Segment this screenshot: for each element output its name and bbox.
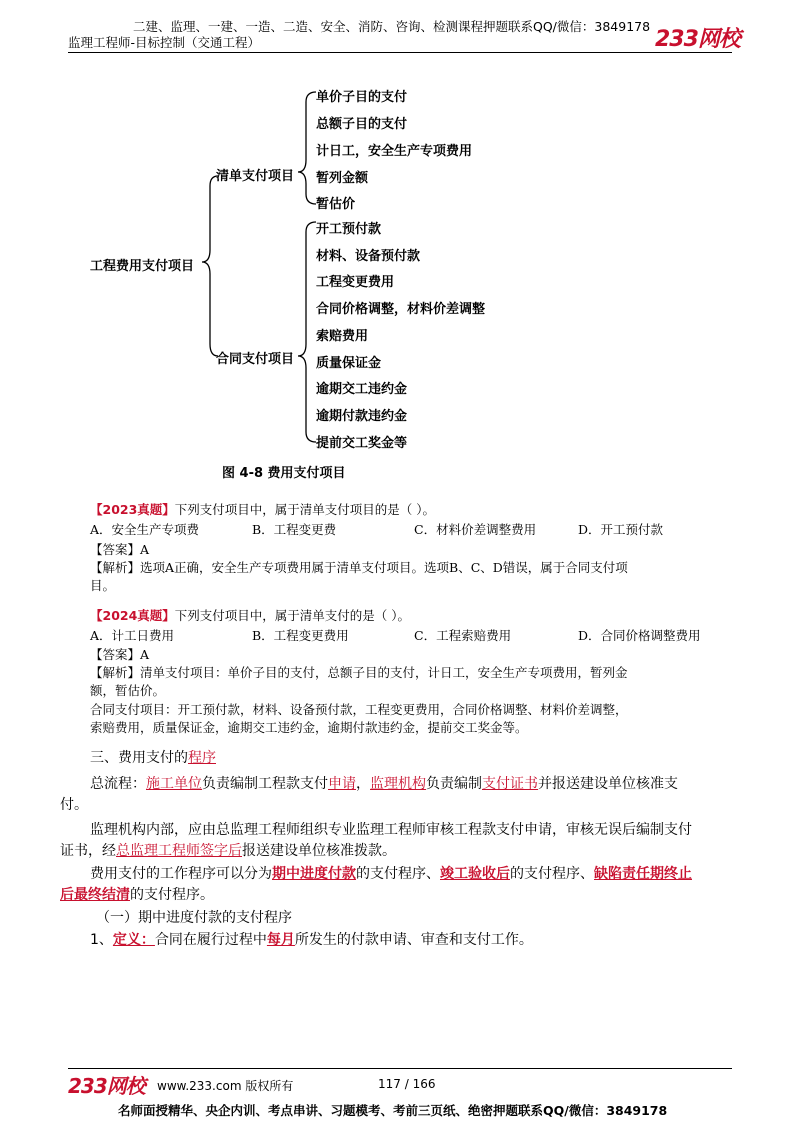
- option: B．工程变更费: [252, 522, 337, 537]
- brand-logo: 233网校: [655, 27, 740, 52]
- option: B．工程变更费用: [252, 628, 349, 643]
- answer: 【答案】A: [90, 542, 150, 557]
- tree-leaf: 索赔费用: [316, 329, 369, 344]
- tree-branch-1: 清单支付项目: [216, 169, 295, 184]
- tree-leaf: 合同价格调整，材料价差调整: [316, 302, 486, 317]
- tree-leaf: 逾期付款违约金: [316, 409, 408, 424]
- analysis: 合同支付项目：开工预付款，材料、设备预付款，工程变更费用，合同价格调整、材料价差调整，: [90, 702, 628, 717]
- option: A．计工日费用: [90, 628, 175, 643]
- footer-logo: 233网校: [68, 1074, 145, 1098]
- tree-leaf: 暂列金额: [316, 171, 369, 186]
- tree-leaf: 开工预付款: [316, 222, 382, 237]
- question-tag: 【2024真题】: [90, 608, 175, 623]
- header-banner: 二建、监理、一建、一造、二造、安全、消防、咨询、检测课程押题联系QQ/微信：3849178: [133, 19, 651, 34]
- option: D．合同价格调整费用: [578, 628, 701, 643]
- question-2-stem: 【2024真题】下列支付项目中，属于清单支付的是（ ）。: [90, 608, 411, 623]
- subsection-title: （一）期中进度付款的支付程序: [96, 910, 292, 926]
- question-1-stem: 【2023真题】下列支付项目中，属于清单支付项目的是（ ）。: [90, 502, 436, 517]
- answer: 【答案】A: [90, 647, 150, 662]
- tree-leaf: 计日工，安全生产专项费用: [316, 144, 473, 159]
- footer-rule: [68, 1068, 732, 1069]
- inner-paragraph: 监理机构内部，应由总监理工程师组织专业监理工程师审核工程款支付申请，审核无误后编制支付: [90, 822, 692, 838]
- tree-leaf: 工程变更费用: [316, 275, 395, 290]
- tree-root: 工程费用支付项目: [90, 259, 195, 274]
- definition: 1、定义：合同在履行过程中每月所发生的付款申请、审查和支付工作。: [90, 932, 533, 948]
- work-paragraph: 费用支付的工作程序可以分为期中进度付款的支付程序、竣工验收后的支付程序、缺陷责任期终止: [90, 866, 692, 882]
- analysis: 额，暂估价。: [90, 683, 166, 698]
- analysis: 【解析】选项A正确，安全生产专项费用属于清单支付项目。选项B、C、D错误，属于合同支付项: [90, 560, 628, 575]
- option: A．安全生产专项费: [90, 522, 200, 537]
- tree-leaf: 材料、设备预付款: [316, 249, 421, 264]
- question-tag: 【2023真题】: [90, 502, 175, 517]
- inner-paragraph-cont: 证书，经总监理工程师签字后报送建设单位核准拨款。: [60, 843, 396, 859]
- analysis: 目。: [90, 578, 116, 593]
- tree-leaf: 逾期交工违约金: [316, 382, 408, 397]
- branch1-brace: [298, 92, 316, 204]
- tree-branch-2: 合同支付项目: [216, 352, 295, 367]
- analysis: 【解析】清单支付项目：单价子目的支付，总额子目的支付，计日工，安全生产专项费用，暂列金: [90, 665, 628, 680]
- doc-subtitle: 监理工程师-目标控制（交通工程）: [68, 35, 261, 50]
- figure-caption: 图 4-8 费用支付项目: [222, 466, 346, 481]
- tree-leaf: 暂估价: [316, 197, 356, 212]
- tree-leaf: 质量保证金: [316, 356, 382, 371]
- option: C．材料价差调整费用: [414, 522, 537, 537]
- footer-site: www.233.com 版权所有: [157, 1079, 294, 1093]
- option: C．工程索赔费用: [414, 628, 512, 643]
- work-paragraph-cont: 后最终结清的支付程序。: [60, 887, 214, 903]
- branch2-brace: [298, 222, 316, 442]
- page-number: 117 / 166: [378, 1077, 436, 1091]
- root-brace: [202, 176, 218, 356]
- tree-leaf: 总额子目的支付: [316, 117, 408, 132]
- tree-leaf: 提前交工奖金等: [316, 436, 408, 451]
- flow-paragraph-cont: 付。: [60, 797, 88, 813]
- section-title: 三、费用支付的程序: [90, 750, 216, 766]
- footer-contact: 名师面授精华、央企内训、考点串讲、习题模考、考前三页纸、绝密押题联系QQ/微信：3849178: [118, 1103, 668, 1118]
- tree-leaf: 单价子目的支付: [316, 90, 408, 105]
- option: D．开工预付款: [578, 522, 664, 537]
- flow-paragraph: 总流程：施工单位负责编制工程款支付申请，监理机构负责编制支付证书并报送建设单位核准支: [90, 776, 678, 792]
- analysis: 索赔费用，质量保证金，逾期交工违约金，逾期付款违约金，提前交工奖金等。: [90, 720, 528, 735]
